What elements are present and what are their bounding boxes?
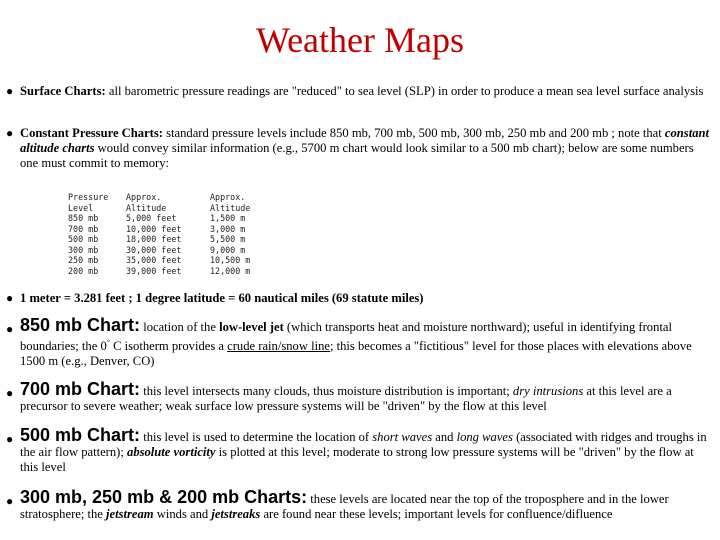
emphasis-absolute-vorticity: absolute vorticity xyxy=(127,445,216,459)
table-cell: 10,000 feet xyxy=(126,223,182,234)
table-row xyxy=(68,245,270,256)
bullet-heading: Constant Pressure Charts: xyxy=(20,126,163,140)
page-title: Weather Maps xyxy=(255,20,465,60)
bullet-heading: 300 mb, 250 mb & 200 mb Charts: xyxy=(20,487,308,507)
emphasis-rain-snow-line: crude rain/snow line xyxy=(227,339,330,354)
table-cell: 200 mb xyxy=(68,265,99,276)
bullet-heading: 700 mb Chart: xyxy=(20,379,141,399)
bullet-unit-conversions xyxy=(6,291,712,306)
bullet-body: (associated with ridges and troughs in the air flow pattern); xyxy=(20,430,707,459)
bullet-body: these levels are located near the top of the troposphere and in the lower stratosphere; the xyxy=(20,492,669,521)
table-cell: 850 mb xyxy=(68,213,99,223)
emphasis-jetstream: jetstream xyxy=(106,507,154,521)
table-header-cell: Altitude xyxy=(210,202,251,213)
table-row xyxy=(68,224,270,235)
bullet-dot: ● xyxy=(6,291,14,305)
bullet-text xyxy=(20,379,712,414)
table-cell: 700 mb xyxy=(68,223,99,234)
bullet-upper-level-charts xyxy=(6,487,712,522)
bullet-text xyxy=(20,126,712,171)
bullet-body: and xyxy=(432,430,457,444)
table-cell: 30,000 feet xyxy=(126,244,182,255)
bullet-dot: ● xyxy=(6,386,14,400)
bullet-body: at this level are a precursor to severe weather; weak surface low pressure systems will be "driven" by the flow at this level xyxy=(20,384,672,413)
bullet-heading: 850 mb Chart: xyxy=(20,315,141,335)
table-row xyxy=(68,234,270,245)
emphasis-dry-intrusions: dry intrusions xyxy=(512,384,584,398)
table-header-row xyxy=(68,203,270,214)
bullet-dot: ● xyxy=(6,84,14,98)
table-cell: 5,500 m xyxy=(210,234,246,244)
table-header-cell: Altitude xyxy=(126,202,167,213)
table-header-row xyxy=(68,192,270,203)
emphasis-short-waves: short waves xyxy=(372,430,433,444)
bullet-body: ; this becomes a "fictitious" level for those places with elevations above 1500 m (e.g., Denver, CO) xyxy=(20,339,692,369)
bullet-body: standard pressure levels include 850 mb, 700 mb, 500 mb, 300 mb, 250 mb and 200 mb ; note that xyxy=(162,126,665,140)
table-cell: 250 mb xyxy=(68,255,99,265)
bullet-body: winds and xyxy=(153,507,212,521)
bullet-500mb-chart xyxy=(6,425,712,475)
bullet-constant-pressure-charts xyxy=(6,126,712,171)
bullet-850mb-chart xyxy=(6,315,712,369)
bullet-700mb-chart xyxy=(6,379,712,414)
table-row xyxy=(68,266,270,277)
emphasis-jetstreaks: jetstreaks xyxy=(211,507,261,521)
table-cell: 1,500 m xyxy=(210,213,246,223)
table-header-cell: Level xyxy=(68,202,94,213)
bullet-text xyxy=(20,84,712,99)
table-cell: 12,000 m xyxy=(210,265,251,276)
bullet-body: location of the xyxy=(140,320,220,334)
bullet-dot: ● xyxy=(6,494,14,508)
bullet-body: this level is used to determine the location of xyxy=(140,430,373,444)
bullet-body: this level intersects many clouds, thus moisture distribution is important; xyxy=(140,384,513,398)
emphasis-low-level-jet: low-level jet xyxy=(219,320,284,334)
bullet-body: C isotherm provides a xyxy=(109,339,228,354)
bullet-heading: 500 mb Chart: xyxy=(20,425,141,445)
table-cell: 9,000 m xyxy=(210,244,246,255)
table-cell: 18,000 feet xyxy=(126,234,182,244)
degree-symbol: ° xyxy=(106,338,110,347)
bullet-body: (which transports heat and moisture northward); useful in identifying frontal boundaries; the 0 xyxy=(20,320,672,354)
bullet-text: 1 meter = 3.281 feet ; 1 degree latitude = 60 nautical miles (69 statute miles) xyxy=(20,291,424,305)
bullet-body: would convey similar information (e.g., 5700 m chart would look similar to a 500 mb chart); below are some numbers one must commit to memory: xyxy=(20,141,694,170)
table-cell: 35,000 feet xyxy=(126,255,182,265)
bullet-heading: Surface Charts: xyxy=(20,84,106,98)
table-header-cell: Pressure xyxy=(68,192,109,202)
bullet-dot: ● xyxy=(6,322,14,336)
bullet-body: all barometric pressure readings are "reduced" to sea level (SLP) in order to produce a mean sea level surface analysis xyxy=(105,84,704,98)
emphasis-constant-altitude: constant altitude charts xyxy=(20,126,709,155)
bullet-body: are found near these levels; important levels for confluence/difluence xyxy=(260,507,613,521)
bullet-text xyxy=(20,315,712,369)
bullet-body: is plotted at this level; moderate to strong low pressure systems will be "driven" by the flow at this level xyxy=(20,445,694,474)
bullet-dot: ● xyxy=(6,432,14,446)
table-cell: 39,000 feet xyxy=(126,265,182,276)
table-cell: 5,000 feet xyxy=(126,213,177,223)
table-row xyxy=(68,255,270,266)
table-header-cell: Approx. xyxy=(210,192,246,202)
table-cell: 10,500 m xyxy=(210,255,251,265)
bullet-text xyxy=(20,425,712,475)
pressure-altitude-table xyxy=(68,192,270,276)
table-header-cell: Approx. xyxy=(126,192,162,202)
bullet-text xyxy=(20,487,712,522)
bullet-surface-charts xyxy=(6,84,712,99)
bullet-dot: ● xyxy=(6,126,14,140)
emphasis-long-waves: long waves xyxy=(456,430,513,444)
table-cell: 500 mb xyxy=(68,234,99,244)
table-row xyxy=(68,213,270,224)
table-cell: 300 mb xyxy=(68,244,99,255)
table-cell: 3,000 m xyxy=(210,223,246,234)
